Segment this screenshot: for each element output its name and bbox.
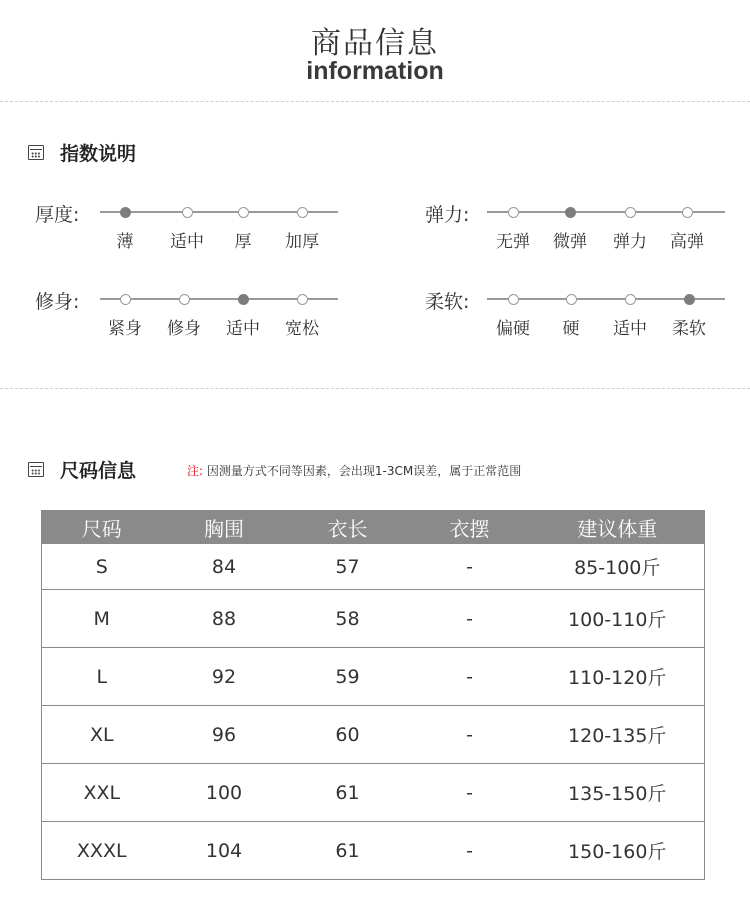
index-dot — [297, 294, 308, 305]
index-dot — [182, 207, 193, 218]
size-table-header — [42, 510, 705, 544]
header-cell: 建议体重 — [531, 510, 705, 544]
index-dot — [508, 207, 519, 218]
index-option-label: 柔软 — [672, 319, 706, 339]
table-cell: - — [409, 648, 531, 706]
table-cell: 59 — [287, 648, 409, 706]
table-cell: XL — [42, 706, 162, 764]
index-dot — [682, 207, 693, 218]
table-cell: 96 — [162, 706, 287, 764]
table-cell: L — [42, 648, 162, 706]
header-cell: 衣长 — [287, 510, 409, 544]
table-cell: 104 — [162, 822, 287, 880]
index-label: 修身: — [35, 291, 80, 313]
table-cell: 85-100斤 — [531, 544, 705, 590]
index-dot-selected — [684, 294, 695, 305]
table-cell: 61 — [287, 764, 409, 822]
table-cell: 100-110斤 — [531, 590, 705, 648]
index-option-label: 宽松 — [285, 319, 319, 339]
size-section-title: 尺码信息 — [60, 460, 137, 482]
index-label: 厚度: — [35, 204, 80, 226]
index-option-label: 偏硬 — [496, 319, 530, 339]
calendar-icon — [28, 462, 44, 477]
index-dot — [297, 207, 308, 218]
table-cell: M — [42, 590, 162, 648]
table-cell: - — [409, 822, 531, 880]
index-option-label: 厚 — [234, 232, 252, 252]
table-cell: 60 — [287, 706, 409, 764]
index-option-label: 无弹 — [496, 232, 530, 252]
size-note — [187, 462, 521, 479]
index-dot — [179, 294, 190, 305]
index-option-label: 修身 — [167, 319, 201, 339]
index-option-label: 微弹 — [553, 232, 587, 252]
index-dot — [625, 207, 636, 218]
index-dot-selected — [238, 294, 249, 305]
index-option-label: 适中 — [170, 232, 204, 252]
table-cell: 100 — [162, 764, 287, 822]
table-row — [42, 590, 705, 648]
size-table — [41, 510, 705, 880]
index-dot-selected — [120, 207, 131, 218]
table-cell: - — [409, 706, 531, 764]
index-option-label: 加厚 — [285, 232, 319, 252]
note-text: 因测量方式不同等因素，会出现1-3CM误差，属于正常范围 — [206, 464, 522, 478]
table-row — [42, 764, 705, 822]
table-cell: 88 — [162, 590, 287, 648]
index-option-label: 弹力 — [613, 232, 647, 252]
page-title: 商品信息 — [311, 26, 439, 61]
header-cell: 胸围 — [162, 510, 287, 544]
index-dot — [238, 207, 249, 218]
table-cell: - — [409, 764, 531, 822]
index-option-label: 薄 — [116, 232, 134, 252]
table-cell: 61 — [287, 822, 409, 880]
index-option-label: 紧身 — [108, 319, 142, 339]
table-row — [42, 544, 705, 590]
index-dot — [508, 294, 519, 305]
table-cell: XXXL — [42, 822, 162, 880]
table-cell: 58 — [287, 590, 409, 648]
index-dot — [625, 294, 636, 305]
table-row — [42, 706, 705, 764]
divider — [0, 101, 750, 102]
header-cell: 衣摆 — [409, 510, 531, 544]
table-cell: 110-120斤 — [531, 648, 705, 706]
calendar-icon — [28, 145, 44, 160]
index-dot-selected — [565, 207, 576, 218]
table-cell: - — [409, 544, 531, 590]
table-cell: S — [42, 544, 162, 590]
header-cell: 尺码 — [42, 510, 162, 544]
page-subtitle: information — [306, 57, 444, 85]
divider — [0, 388, 750, 389]
index-label: 柔软: — [425, 291, 470, 313]
index-option-label: 适中 — [226, 319, 260, 339]
index-option-label: 适中 — [613, 319, 647, 339]
index-option-label: 高弹 — [670, 232, 704, 252]
table-cell: 92 — [162, 648, 287, 706]
index-dot — [566, 294, 577, 305]
table-cell: 84 — [162, 544, 287, 590]
table-cell: XXL — [42, 764, 162, 822]
table-row — [42, 822, 705, 880]
index-label: 弹力: — [425, 204, 470, 226]
table-cell: 57 — [287, 544, 409, 590]
table-cell: 120-135斤 — [531, 706, 705, 764]
table-cell: - — [409, 590, 531, 648]
table-cell: 135-150斤 — [531, 764, 705, 822]
index-option-label: 硬 — [562, 319, 580, 339]
index-dot — [120, 294, 131, 305]
index-section-title: 指数说明 — [60, 143, 137, 165]
table-cell: 150-160斤 — [531, 822, 705, 880]
table-row — [42, 648, 705, 706]
note-prefix: 注: — [187, 464, 204, 478]
